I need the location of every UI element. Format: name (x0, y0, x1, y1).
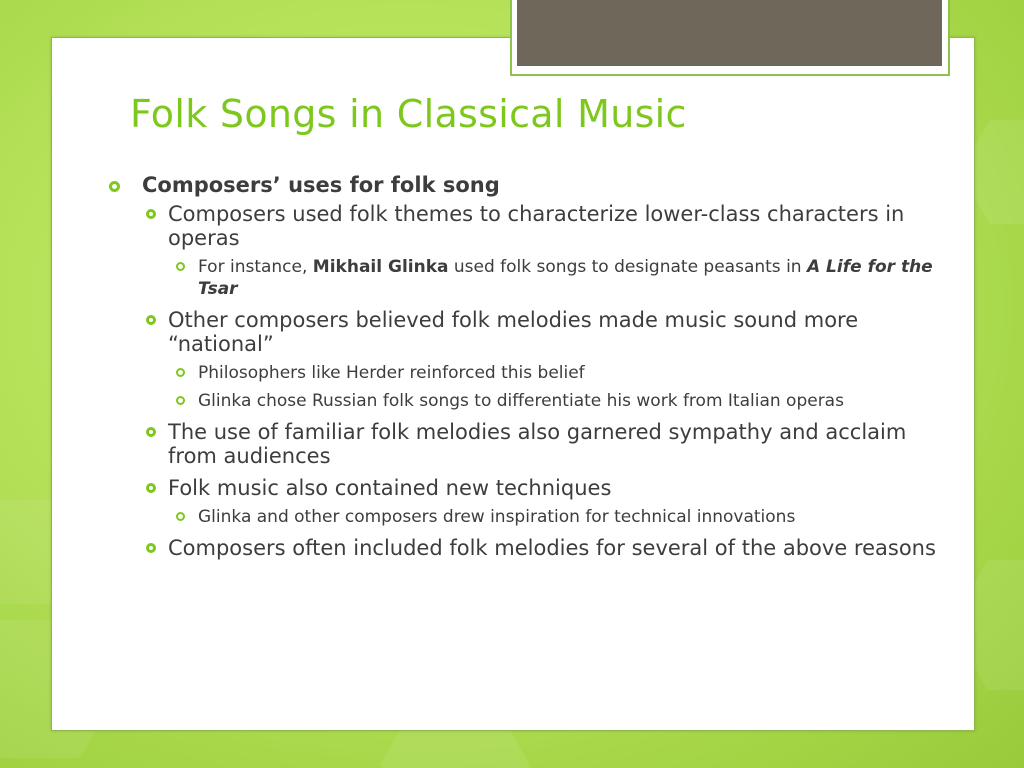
bullet-icon (146, 543, 156, 553)
point-text: Composers often included folk melodies for several of the above reasons (168, 536, 936, 560)
list-item (176, 362, 938, 384)
point-text: Folk music also contained new techniques (168, 476, 612, 500)
point-text: Philosophers like Herder reinforced this belief (198, 363, 585, 383)
slide-title: Folk Songs in Classical Music (130, 92, 687, 136)
bullet-icon (109, 181, 120, 192)
point-text: used folk songs to designate peasants in (448, 257, 807, 277)
bullet-icon (176, 262, 185, 271)
bullet-icon (146, 315, 156, 325)
bullet-list (108, 172, 938, 560)
point-text: Other composers believed folk melodies made music sound more “national” (168, 308, 859, 356)
point-text: Glinka and other composers drew inspiration for technical innovations (198, 507, 796, 527)
bullet-icon (146, 209, 156, 219)
list-item (176, 390, 938, 412)
point-text: The use of familiar folk melodies also garnered sympathy and acclaim from audiences (168, 420, 907, 468)
list-item-heading (108, 172, 938, 199)
bullet-icon (146, 427, 156, 437)
opera-title: A Life for the Tsar (198, 257, 933, 299)
list-item (146, 420, 938, 468)
list-item (146, 476, 938, 500)
bullet-icon (176, 512, 185, 521)
bullet-icon (176, 368, 185, 377)
point-text: Composers used folk themes to characterize lower-class characters in operas (168, 202, 905, 250)
list-item (146, 202, 938, 250)
bullet-icon (146, 483, 156, 493)
heading-text: Composers’ uses for folk song (142, 173, 500, 197)
list-item (176, 256, 938, 300)
list-item (146, 308, 938, 356)
header-tab (517, 0, 942, 66)
point-text: For instance, (198, 257, 313, 277)
list-item (146, 536, 938, 560)
list-item (176, 506, 938, 528)
point-text: Glinka chose Russian folk songs to differentiate his work from Italian operas (198, 391, 844, 411)
bullet-icon (176, 396, 185, 405)
composer-name: Mikhail Glinka (312, 257, 449, 277)
